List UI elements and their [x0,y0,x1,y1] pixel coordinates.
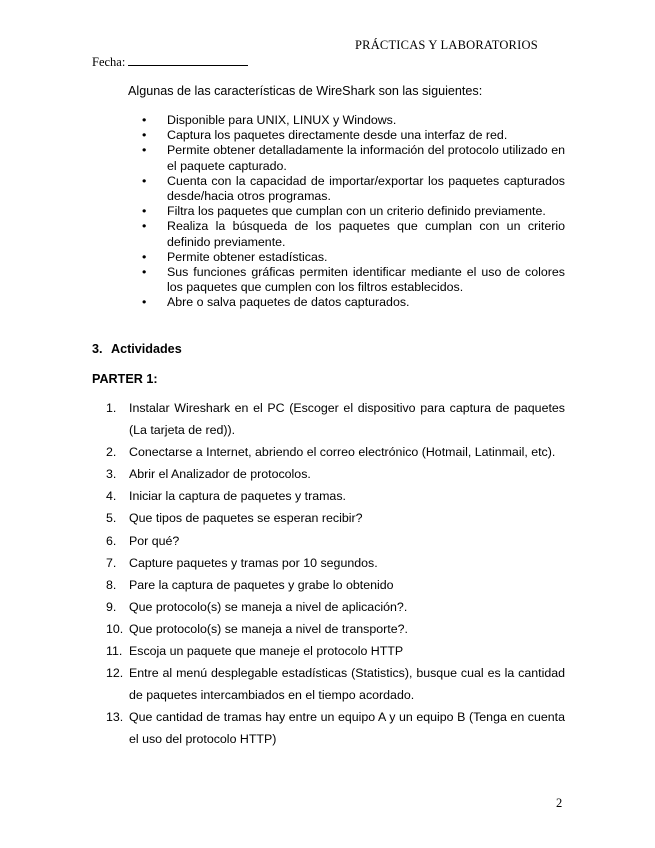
activity-item [106,441,565,463]
feature-item [142,143,565,173]
bullet-icon: • [142,113,147,127]
activity-number: 3. [106,467,117,482]
feature-item [142,250,565,265]
feature-item [142,295,565,310]
activity-item [106,596,565,618]
activity-item [106,530,565,552]
feature-item [142,113,565,128]
page-number: 2 [556,796,563,810]
activity-text: Conectarse a Internet, abriendo el correo electrónico (Hotmail, Latinmail, etc). [129,445,556,460]
activity-text: Capture paquetes y tramas por 10 segundos. [129,555,378,570]
features-list [142,113,565,311]
activity-number: 11. [106,644,123,659]
bullet-icon: • [142,249,147,264]
activity-number: 5. [106,511,117,526]
activity-number: 13. [106,710,124,725]
activity-text: Que cantidad de tramas hay entre un equipo A y un equipo B (Tenga en cuenta el uso del protocolo HTTP) [129,710,565,747]
activity-text: Que protocolo(s) se maneja a nivel de aplicación?. [129,599,408,614]
section-title: Actividades [111,342,182,356]
activity-number: 2. [106,445,117,460]
section-number: 3. [92,342,103,356]
activity-item [106,463,565,485]
activity-item [106,618,565,640]
activity-text: Entre al menú desplegable estadísticas (Statistics), busque cual es la cantidad de paquetes intercambiados en el tiempo acordado. [129,666,565,703]
bullet-icon: • [142,128,147,143]
activity-item [106,552,565,574]
activity-number: 8. [106,577,117,592]
feature-item [142,204,565,219]
activity-text: Escoja un paquete que maneje el protocolo HTTP [129,644,404,659]
activity-number: 4. [106,489,117,504]
feature-text: Permite obtener detalladamente la información del protocolo utilizado en el paquete capturado. [167,143,565,173]
feature-item [142,265,565,295]
activity-item [106,706,565,750]
activity-number: 7. [106,555,117,570]
feature-item [142,128,565,143]
activity-item [106,640,565,662]
page-header: PRÁCTICAS Y LABORATORIOS [355,38,538,52]
feature-item [142,219,565,249]
activity-item [106,574,565,596]
bullet-icon: • [142,204,147,219]
feature-text: Cuenta con la capacidad de importar/exportar los paquetes capturados desde/hacia otros programas. [167,173,565,204]
bullet-icon: • [142,219,147,234]
feature-text: Sus funciones gráficas permiten identificar mediante el uso de colores los paquetes que cumplen con los filtros establecidos. [167,265,565,295]
feature-item [142,174,565,204]
bullet-icon: • [142,173,147,188]
activity-number: 9. [106,599,117,614]
activity-number: 6. [106,533,117,548]
bullet-icon: • [142,295,147,310]
intro-paragraph: Algunas de las características de WireShark son las siguientes: [128,84,483,98]
activity-number: 1. [106,401,117,415]
activity-item [106,397,565,441]
activities-list [106,397,565,751]
activity-text: Que protocolo(s) se maneja a nivel de transporte?. [129,621,408,636]
feature-text: Abre o salva paquetes de datos capturados. [167,295,410,310]
activity-text: Instalar Wireshark en el PC (Escoger el dispositivo para captura de paquetes (La tarjeta de red)). [129,401,565,438]
activity-text: Iniciar la captura de paquetes y tramas. [129,489,346,504]
activity-item [106,485,565,507]
activity-text: Pare la captura de paquetes y grabe lo obtenido [129,577,394,592]
part-heading: PARTER 1: [92,372,158,386]
feature-text: Disponible para UNIX, LINUX y Windows. [167,113,397,127]
feature-text: Captura los paquetes directamente desde una interfaz de red. [167,128,508,143]
feature-text: Realiza la búsqueda de los paquetes que cumplan con un criterio definido previamente. [167,219,565,249]
date-label: Fecha: [92,55,126,69]
activity-text: Abrir el Analizador de protocolos. [129,467,311,482]
date-field [92,55,248,70]
bullet-icon: • [142,265,147,280]
activity-item [106,662,565,706]
bullet-icon: • [142,143,147,158]
feature-text: Filtra los paquetes que cumplan con un criterio definido previamente. [167,204,546,219]
activity-item [106,507,565,529]
activity-text: Por qué? [129,533,180,548]
activity-text: Que tipos de paquetes se esperan recibir? [129,511,363,526]
activity-number: 12. [106,666,124,681]
date-blank-line [128,55,248,66]
section-heading-actividades [92,342,182,356]
activity-number: 10. [106,621,124,636]
feature-text: Permite obtener estadísticas. [167,249,328,264]
